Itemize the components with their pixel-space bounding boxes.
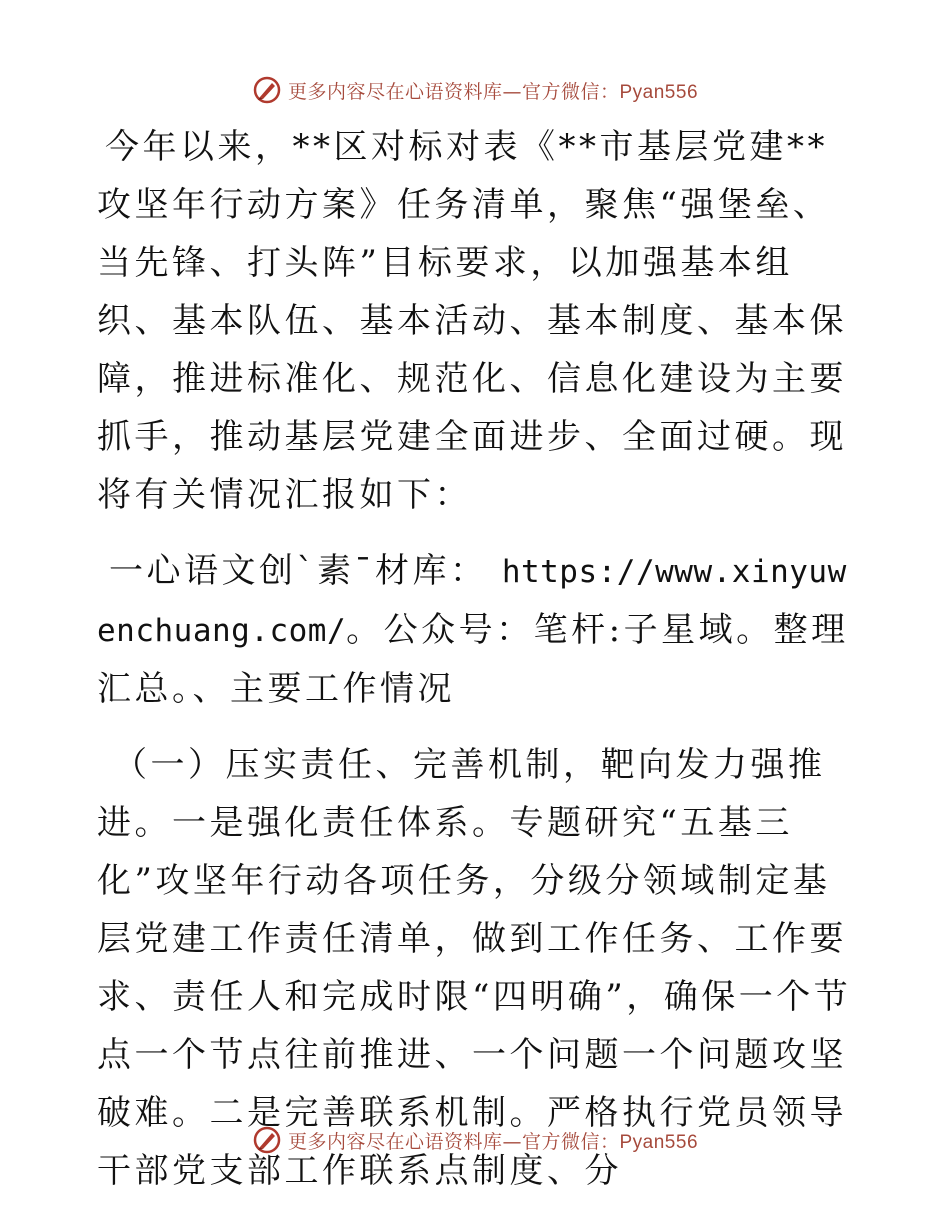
watermark-wechat-id: Pyan556: [619, 1131, 699, 1153]
document-body: [97, 118, 857, 1200]
watermark-text: [288, 77, 698, 104]
watermark-slogan: 更多内容尽在心语资料库: [287, 1130, 503, 1153]
pen-logo-icon: [252, 75, 282, 105]
watermark-text: [288, 1127, 698, 1154]
watermark-separator: —: [502, 80, 522, 103]
watermark-wechat-label: 官方微信：: [521, 80, 620, 103]
watermark-wechat-id: Pyan556: [619, 81, 699, 103]
source-paragraph: [97, 542, 857, 718]
footer-watermark-banner: [0, 1120, 950, 1160]
intro-paragraph: 今年以来，**区对标对表《**市基层党建**攻坚年行动方案》任务清单，聚焦“强堡垒、当先锋、打头阵”目标要求，以加强基本组织、基本队伍、基本活动、基本制度、基本保障，推进标准化、规范化、信息化建设为主要抓手，推动基层党建全面进步、全面过硬。现将有关情况汇报如下：: [97, 127, 847, 515]
source-suffix: 。公众号：笔杆:子星域。整理汇总。、主要工作情况: [97, 610, 849, 709]
header-watermark-banner: [0, 70, 950, 110]
section-one-paragraph: （一）压实责任、完善机制，靶向发力强推进。一是强化责任体系。专题研究“五基三化”攻坚年行动各项任务，分级分领域制定基层党建工作责任清单，做到工作任务、工作要求、责任人和完成时限“四明确”，确保一个节点一个节点往前推进、一个问题一个问题攻坚破难。二是完善联系机制。严格执行党员领导干部党支部工作联系点制度、分: [97, 745, 852, 1191]
watermark-slogan: 更多内容尽在心语资料库: [287, 80, 503, 103]
watermark-wechat-label: 官方微信：: [521, 1130, 620, 1153]
source-prefix: 一心语文创`素¯材库：: [109, 551, 488, 591]
watermark-separator: —: [502, 1130, 522, 1153]
source-url-text: https://www.xinyuwenchuang.com/: [97, 554, 847, 649]
pen-logo-icon: [252, 1125, 282, 1155]
